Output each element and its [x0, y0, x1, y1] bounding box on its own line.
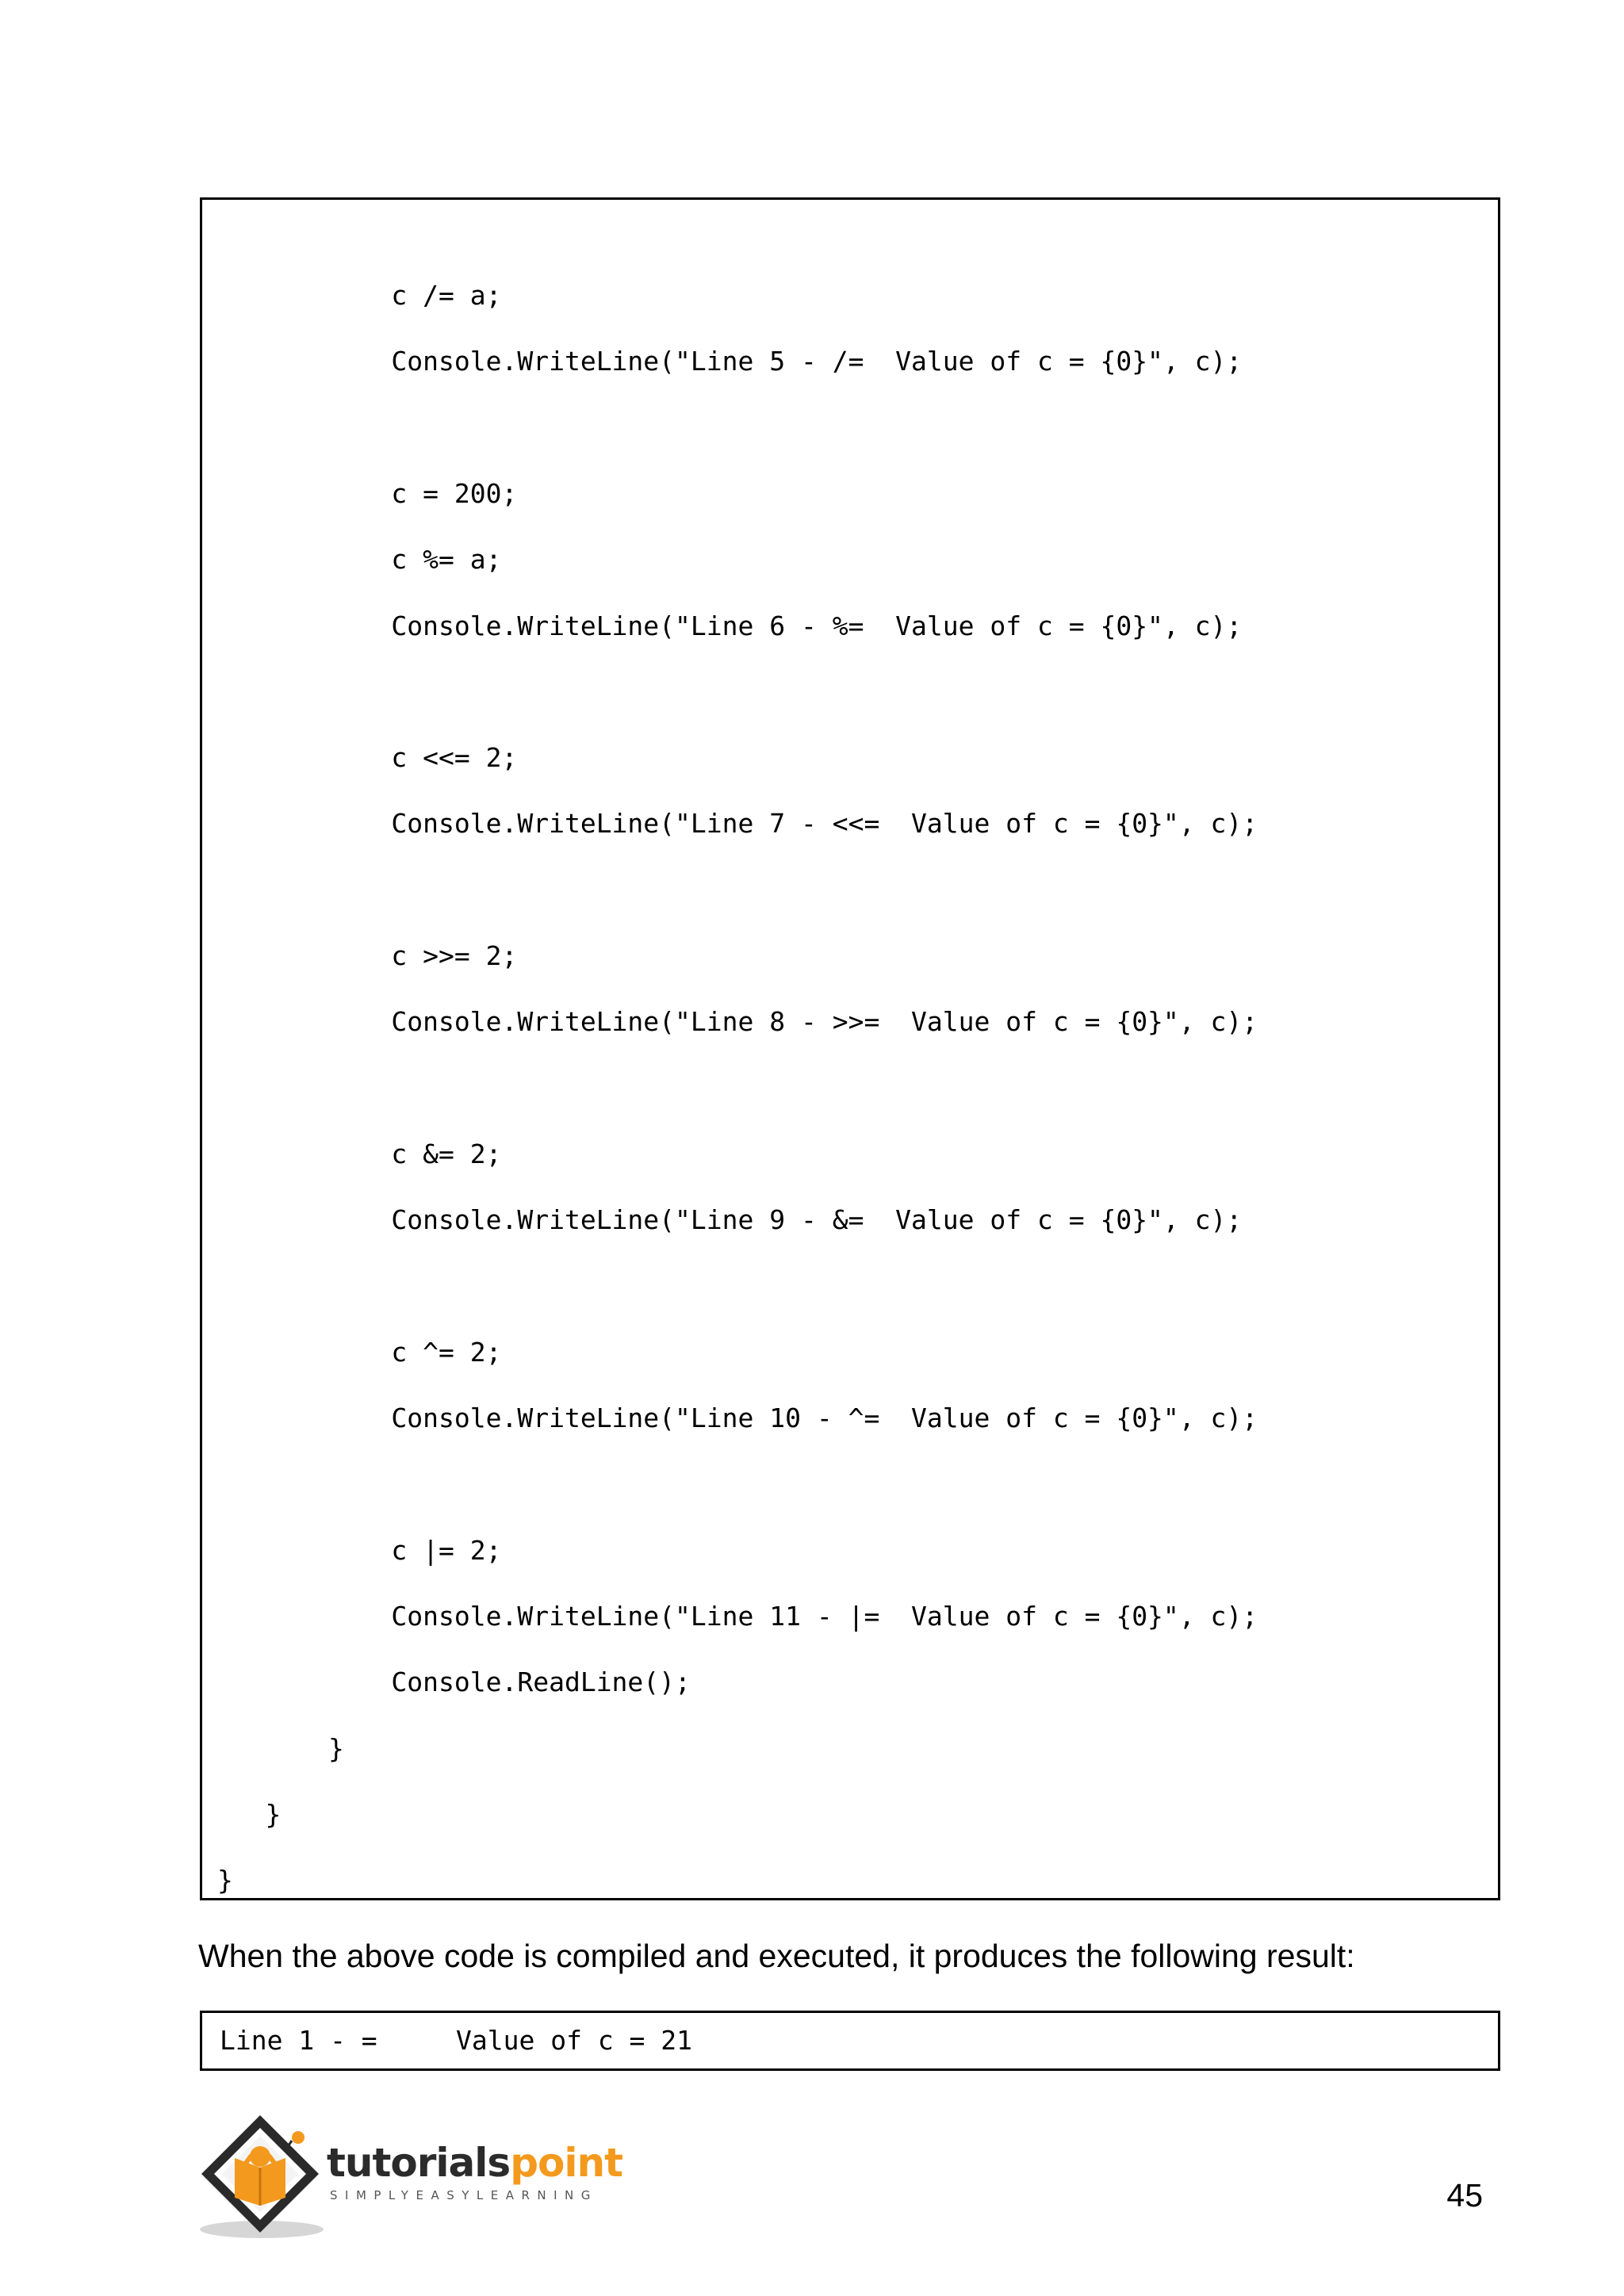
- code-line: Console.WriteLine("Line 8 - >>= Value of c = {0}", c);: [202, 1006, 1258, 1037]
- code-line: c &= 2;: [202, 1138, 502, 1169]
- code-line: c |= 2;: [202, 1535, 502, 1566]
- code-line: c %= a;: [202, 544, 502, 575]
- code-line: }: [202, 1733, 344, 1764]
- logo-word-point: point: [510, 2140, 622, 2186]
- code-line: Console.WriteLine("Line 10 - ^= Value of c = {0}", c);: [202, 1402, 1258, 1433]
- result-caption: When the above code is compiled and executed, it produces the following result:: [198, 1938, 1355, 1974]
- code-line: }: [217, 1865, 233, 1896]
- code-line: }: [202, 1799, 282, 1830]
- code-line: Console.WriteLine("Line 6 - %= Value of c = {0}", c);: [202, 610, 1243, 641]
- logo-emblem-icon: [193, 2109, 328, 2244]
- code-line: c = 200;: [202, 478, 518, 509]
- code-line: Console.WriteLine("Line 7 - <<= Value of c = {0}", c);: [202, 808, 1258, 839]
- tutorialspoint-logo: [193, 2109, 653, 2244]
- code-line: c /= a;: [202, 280, 502, 311]
- logo-wordmark: [327, 2139, 622, 2187]
- code-line: Console.WriteLine("Line 11 - |= Value of c = {0}", c);: [202, 1601, 1258, 1632]
- code-listing-box: [200, 197, 1500, 1900]
- code-line: Console.WriteLine("Line 5 - /= Value of c = {0}", c);: [202, 346, 1243, 377]
- output-listing-box: [200, 2011, 1500, 2071]
- output-line: Line 1 - = Value of c = 21: [220, 2025, 693, 2056]
- code-line: Console.ReadLine();: [202, 1667, 691, 1697]
- page-number: 45: [1446, 2177, 1483, 2214]
- logo-word-tutorials: tutorials: [327, 2140, 511, 2186]
- code-line: Console.WriteLine("Line 9 - &= Value of c = {0}", c);: [202, 1204, 1243, 1235]
- logo-tagline: SIMPLYEASYLEARNING: [330, 2188, 598, 2202]
- code-line: c >>= 2;: [202, 940, 518, 971]
- code-line: c <<= 2;: [202, 742, 518, 773]
- code-line: c ^= 2;: [202, 1337, 502, 1368]
